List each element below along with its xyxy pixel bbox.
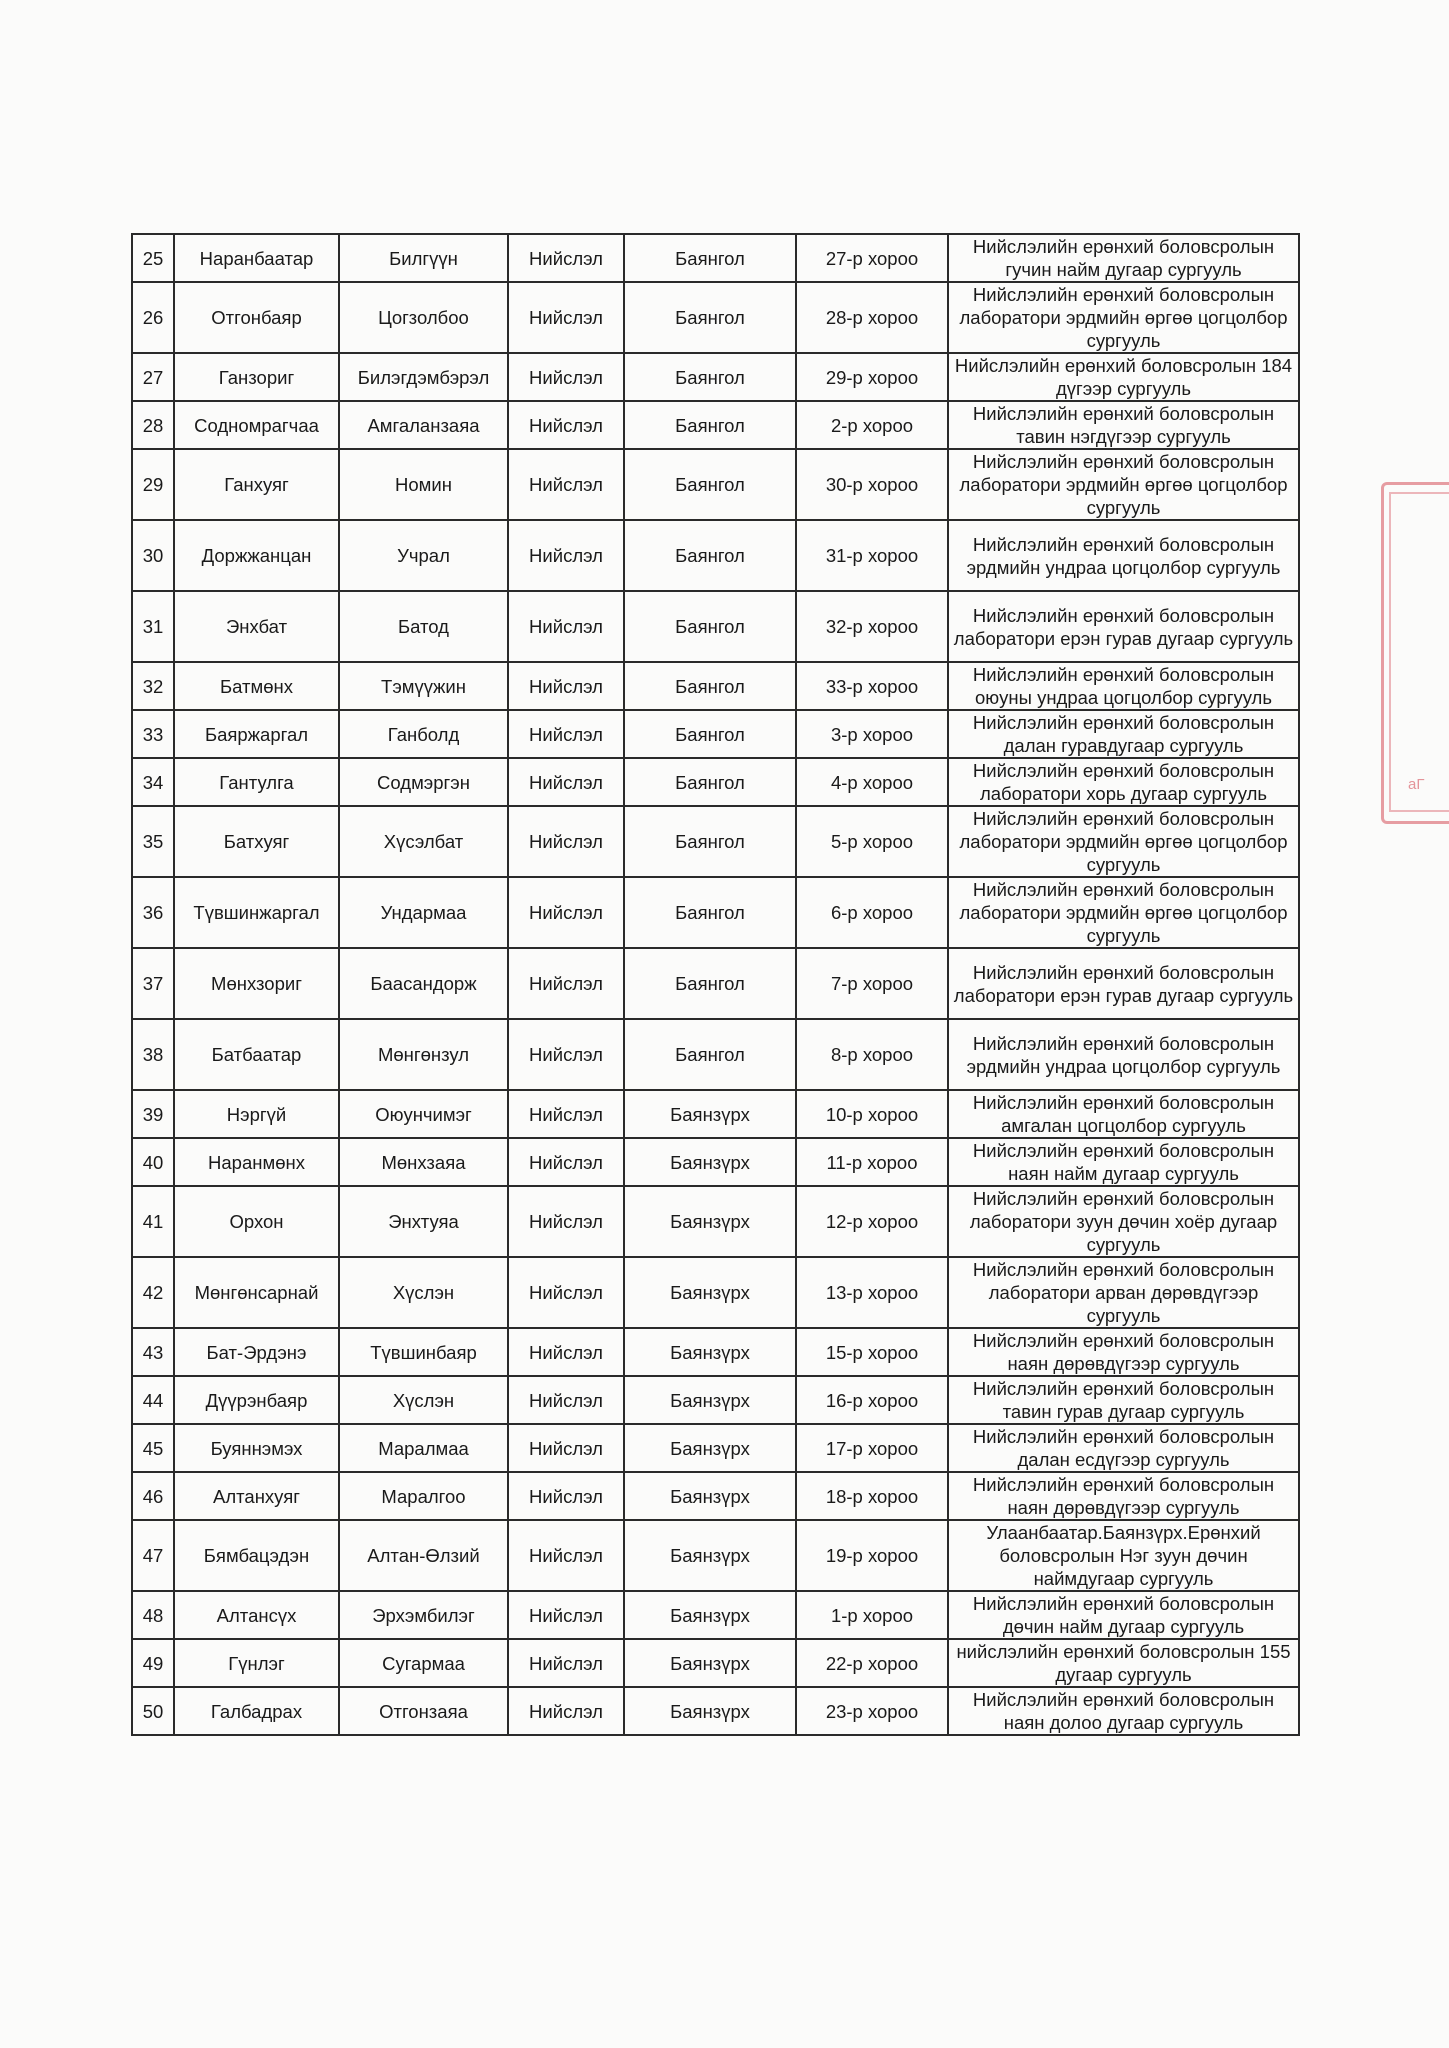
stamp-text: аГ xyxy=(1408,776,1425,793)
name-cell: Батод xyxy=(339,591,508,662)
khoroo-cell: 16-р хороо xyxy=(796,1376,948,1424)
khoroo-cell: 2-р хороо xyxy=(796,401,948,449)
num-cell: 28 xyxy=(132,401,174,449)
table-row xyxy=(132,1591,1299,1639)
khoroo-cell: 32-р хороо xyxy=(796,591,948,662)
surname-cell: Алтанхуяг xyxy=(174,1472,339,1520)
num-cell: 38 xyxy=(132,1019,174,1090)
city-cell: Нийслэл xyxy=(508,1520,624,1591)
district-cell: Баянзүрх xyxy=(624,1639,796,1687)
table-row xyxy=(132,234,1299,282)
surname-cell: Доржжанцан xyxy=(174,520,339,591)
num-cell: 32 xyxy=(132,662,174,710)
district-cell: Баянзүрх xyxy=(624,1472,796,1520)
name-cell: Ганболд xyxy=(339,710,508,758)
school-cell: Нийслэлийн ерөнхий боловсролын лаборатори ерэн гурав дугаар сургууль xyxy=(948,591,1299,662)
city-cell: Нийслэл xyxy=(508,1090,624,1138)
num-cell: 47 xyxy=(132,1520,174,1591)
district-cell: Баянзүрх xyxy=(624,1376,796,1424)
city-cell: Нийслэл xyxy=(508,401,624,449)
district-cell: Баянгол xyxy=(624,449,796,520)
surname-cell: Ганхуяг xyxy=(174,449,339,520)
district-cell: Баянзүрх xyxy=(624,1687,796,1735)
table-row xyxy=(132,1328,1299,1376)
khoroo-cell: 7-р хороо xyxy=(796,948,948,1019)
khoroo-cell: 15-р хороо xyxy=(796,1328,948,1376)
district-cell: Баянзүрх xyxy=(624,1186,796,1257)
red-stamp-inner-border xyxy=(1389,492,1449,812)
surname-cell: Отгонбаяр xyxy=(174,282,339,353)
school-cell: Нийслэлийн ерөнхий боловсролын эрдмийн ундраа цогцолбор сургууль xyxy=(948,520,1299,591)
table-row xyxy=(132,401,1299,449)
table-row xyxy=(132,1376,1299,1424)
city-cell: Нийслэл xyxy=(508,1019,624,1090)
school-cell: Нийслэлийн ерөнхий боловсролын лаборатори эрдмийн өргөө цогцолбор сургууль xyxy=(948,806,1299,877)
name-cell: Номин xyxy=(339,449,508,520)
table-row xyxy=(132,1687,1299,1735)
surname-cell: Галбадрах xyxy=(174,1687,339,1735)
city-cell: Нийслэл xyxy=(508,948,624,1019)
khoroo-cell: 3-р хороо xyxy=(796,710,948,758)
city-cell: Нийслэл xyxy=(508,591,624,662)
city-cell: Нийслэл xyxy=(508,1639,624,1687)
surname-cell: Содномрагчаа xyxy=(174,401,339,449)
khoroo-cell: 6-р хороо xyxy=(796,877,948,948)
num-cell: 27 xyxy=(132,353,174,401)
khoroo-cell: 12-р хороо xyxy=(796,1186,948,1257)
table-row xyxy=(132,1090,1299,1138)
num-cell: 37 xyxy=(132,948,174,1019)
surname-cell: Түвшинжаргал xyxy=(174,877,339,948)
surname-cell: Гантулга xyxy=(174,758,339,806)
district-cell: Баянгол xyxy=(624,806,796,877)
table-row xyxy=(132,1186,1299,1257)
num-cell: 49 xyxy=(132,1639,174,1687)
city-cell: Нийслэл xyxy=(508,353,624,401)
school-cell: Нийслэлийн ерөнхий боловсролын лаборатори эрдмийн өргөө цогцолбор сургууль xyxy=(948,877,1299,948)
surname-cell: Ганзориг xyxy=(174,353,339,401)
surname-cell: Баяржаргал xyxy=(174,710,339,758)
table-row xyxy=(132,1257,1299,1328)
num-cell: 29 xyxy=(132,449,174,520)
school-cell: Нийслэлийн ерөнхий боловсролын лаборатори зуун дөчин хоёр дугаар сургууль xyxy=(948,1186,1299,1257)
surname-cell: Батхуяг xyxy=(174,806,339,877)
school-cell: Нийслэлийн ерөнхий боловсролын наян дөрөвдүгээр сургууль xyxy=(948,1328,1299,1376)
school-cell: нийслэлийн ерөнхий боловсролын 155 дугаар сургууль xyxy=(948,1639,1299,1687)
khoroo-cell: 29-р хороо xyxy=(796,353,948,401)
num-cell: 36 xyxy=(132,877,174,948)
city-cell: Нийслэл xyxy=(508,1257,624,1328)
num-cell: 26 xyxy=(132,282,174,353)
khoroo-cell: 11-р хороо xyxy=(796,1138,948,1186)
surname-cell: Дүүрэнбаяр xyxy=(174,1376,339,1424)
num-cell: 40 xyxy=(132,1138,174,1186)
num-cell: 30 xyxy=(132,520,174,591)
district-cell: Баянгол xyxy=(624,758,796,806)
table-row xyxy=(132,353,1299,401)
school-cell: Нийслэлийн ерөнхий боловсролын лаборатори эрдмийн өргөө цогцолбор сургууль xyxy=(948,449,1299,520)
city-cell: Нийслэл xyxy=(508,520,624,591)
khoroo-cell: 1-р хороо xyxy=(796,1591,948,1639)
surname-cell: Нэргүй xyxy=(174,1090,339,1138)
school-cell: Нийслэлийн ерөнхий боловсролын лаборатори эрдмийн өргөө цогцолбор сургууль xyxy=(948,282,1299,353)
surname-cell: Буяннэмэх xyxy=(174,1424,339,1472)
name-cell: Тэмүүжин xyxy=(339,662,508,710)
surname-cell: Гүнлэг xyxy=(174,1639,339,1687)
num-cell: 34 xyxy=(132,758,174,806)
surname-cell: Алтансүх xyxy=(174,1591,339,1639)
table-row xyxy=(132,1138,1299,1186)
surname-cell: Мөнгөнсарнай xyxy=(174,1257,339,1328)
school-cell: Нийслэлийн ерөнхий боловсролын 184 дүгээр сургууль xyxy=(948,353,1299,401)
num-cell: 39 xyxy=(132,1090,174,1138)
surname-cell: Батбаатар xyxy=(174,1019,339,1090)
surname-cell: Орхон xyxy=(174,1186,339,1257)
table-row xyxy=(132,591,1299,662)
table-row xyxy=(132,1019,1299,1090)
num-cell: 33 xyxy=(132,710,174,758)
city-cell: Нийслэл xyxy=(508,1687,624,1735)
city-cell: Нийслэл xyxy=(508,710,624,758)
name-cell: Эрхэмбилэг xyxy=(339,1591,508,1639)
table-row xyxy=(132,282,1299,353)
student-table xyxy=(131,233,1300,1736)
city-cell: Нийслэл xyxy=(508,1138,624,1186)
table-row xyxy=(132,877,1299,948)
name-cell: Мөнхзаяа xyxy=(339,1138,508,1186)
school-cell: Нийслэлийн ерөнхий боловсролын лаборатори ерэн гурав дугаар сургууль xyxy=(948,948,1299,1019)
table-body xyxy=(132,234,1299,1735)
city-cell: Нийслэл xyxy=(508,1186,624,1257)
district-cell: Баянгол xyxy=(624,520,796,591)
name-cell: Маралмаа xyxy=(339,1424,508,1472)
khoroo-cell: 33-р хороо xyxy=(796,662,948,710)
num-cell: 44 xyxy=(132,1376,174,1424)
num-cell: 43 xyxy=(132,1328,174,1376)
name-cell: Оюунчимэг xyxy=(339,1090,508,1138)
name-cell: Түвшинбаяр xyxy=(339,1328,508,1376)
name-cell: Содмэргэн xyxy=(339,758,508,806)
school-cell: Нийслэлийн ерөнхий боловсролын лаборатори арван дөрөвдүгээр сургууль xyxy=(948,1257,1299,1328)
school-cell: Нийслэлийн ерөнхий боловсролын эрдмийн ундраа цогцолбор сургууль xyxy=(948,1019,1299,1090)
school-cell: Нийслэлийн ерөнхий боловсролын лаборатори хорь дугаар сургууль xyxy=(948,758,1299,806)
num-cell: 45 xyxy=(132,1424,174,1472)
district-cell: Баянзүрх xyxy=(624,1424,796,1472)
school-cell: Нийслэлийн ерөнхий боловсролын гучин найм дугаар сургууль xyxy=(948,234,1299,282)
khoroo-cell: 30-р хороо xyxy=(796,449,948,520)
khoroo-cell: 18-р хороо xyxy=(796,1472,948,1520)
name-cell: Баасандорж xyxy=(339,948,508,1019)
district-cell: Баянгол xyxy=(624,234,796,282)
name-cell: Мөнгөнзул xyxy=(339,1019,508,1090)
surname-cell: Мөнхзориг xyxy=(174,948,339,1019)
name-cell: Алтан-Өлзий xyxy=(339,1520,508,1591)
surname-cell: Наранбаатар xyxy=(174,234,339,282)
surname-cell: Наранмөнх xyxy=(174,1138,339,1186)
name-cell: Энхтуяа xyxy=(339,1186,508,1257)
school-cell: Нийслэлийн ерөнхий боловсролын наян найм дугаар сургууль xyxy=(948,1138,1299,1186)
school-cell: Нийслэлийн ерөнхий боловсролын далан гуравдугаар сургууль xyxy=(948,710,1299,758)
table-row xyxy=(132,710,1299,758)
table-row xyxy=(132,449,1299,520)
city-cell: Нийслэл xyxy=(508,1376,624,1424)
school-cell: Улаанбаатар.Баянзүрх.Ерөнхий боловсролын Нэг зуун дөчин наймдугаар сургууль xyxy=(948,1520,1299,1591)
district-cell: Баянгол xyxy=(624,591,796,662)
school-cell: Нийслэлийн ерөнхий боловсролын оюуны ундраа цогцолбор сургууль xyxy=(948,662,1299,710)
name-cell: Хүслэн xyxy=(339,1376,508,1424)
num-cell: 31 xyxy=(132,591,174,662)
num-cell: 42 xyxy=(132,1257,174,1328)
name-cell: Цогзолбоо xyxy=(339,282,508,353)
district-cell: Баянзүрх xyxy=(624,1090,796,1138)
khoroo-cell: 27-р хороо xyxy=(796,234,948,282)
name-cell: Сугармаа xyxy=(339,1639,508,1687)
name-cell: Ундармаа xyxy=(339,877,508,948)
khoroo-cell: 4-р хороо xyxy=(796,758,948,806)
city-cell: Нийслэл xyxy=(508,758,624,806)
district-cell: Баянгол xyxy=(624,877,796,948)
school-cell: Нийслэлийн ерөнхий боловсролын дөчин найм дугаар сургууль xyxy=(948,1591,1299,1639)
khoroo-cell: 28-р хороо xyxy=(796,282,948,353)
district-cell: Баянзүрх xyxy=(624,1520,796,1591)
district-cell: Баянзүрх xyxy=(624,1257,796,1328)
name-cell: Билгүүн xyxy=(339,234,508,282)
city-cell: Нийслэл xyxy=(508,1328,624,1376)
khoroo-cell: 31-р хороо xyxy=(796,520,948,591)
city-cell: Нийслэл xyxy=(508,282,624,353)
name-cell: Учрал xyxy=(339,520,508,591)
city-cell: Нийслэл xyxy=(508,1591,624,1639)
table-row xyxy=(132,1520,1299,1591)
num-cell: 50 xyxy=(132,1687,174,1735)
num-cell: 41 xyxy=(132,1186,174,1257)
num-cell: 48 xyxy=(132,1591,174,1639)
name-cell: Отгонзаяа xyxy=(339,1687,508,1735)
district-cell: Баянзүрх xyxy=(624,1328,796,1376)
district-cell: Баянгол xyxy=(624,401,796,449)
name-cell: Билэгдэмбэрэл xyxy=(339,353,508,401)
name-cell: Маралгоо xyxy=(339,1472,508,1520)
khoroo-cell: 10-р хороо xyxy=(796,1090,948,1138)
surname-cell: Батмөнх xyxy=(174,662,339,710)
khoroo-cell: 22-р хороо xyxy=(796,1639,948,1687)
table-row xyxy=(132,806,1299,877)
table-row xyxy=(132,1424,1299,1472)
khoroo-cell: 8-р хороо xyxy=(796,1019,948,1090)
name-cell: Хүслэн xyxy=(339,1257,508,1328)
surname-cell: Бямбацэдэн xyxy=(174,1520,339,1591)
school-cell: Нийслэлийн ерөнхий боловсролын амгалан цогцолбор сургууль xyxy=(948,1090,1299,1138)
table-row xyxy=(132,520,1299,591)
school-cell: Нийслэлийн ерөнхий боловсролын тавин нэгдүгээр сургууль xyxy=(948,401,1299,449)
district-cell: Баянгол xyxy=(624,353,796,401)
school-cell: Нийслэлийн ерөнхий боловсролын тавин гурав дугаар сургууль xyxy=(948,1376,1299,1424)
city-cell: Нийслэл xyxy=(508,662,624,710)
district-cell: Баянзүрх xyxy=(624,1591,796,1639)
school-cell: Нийслэлийн ерөнхий боловсролын далан есдүгээр сургууль xyxy=(948,1424,1299,1472)
school-cell: Нийслэлийн ерөнхий боловсролын наян дөрөвдүгээр сургууль xyxy=(948,1472,1299,1520)
table-row xyxy=(132,948,1299,1019)
num-cell: 35 xyxy=(132,806,174,877)
khoroo-cell: 23-р хороо xyxy=(796,1687,948,1735)
district-cell: Баянгол xyxy=(624,1019,796,1090)
city-cell: Нийслэл xyxy=(508,1424,624,1472)
surname-cell: Бат-Эрдэнэ xyxy=(174,1328,339,1376)
table-row xyxy=(132,1472,1299,1520)
city-cell: Нийслэл xyxy=(508,806,624,877)
district-cell: Баянгол xyxy=(624,710,796,758)
num-cell: 25 xyxy=(132,234,174,282)
district-cell: Баянзүрх xyxy=(624,1138,796,1186)
city-cell: Нийслэл xyxy=(508,877,624,948)
name-cell: Хүсэлбат xyxy=(339,806,508,877)
name-cell: Амгаланзаяа xyxy=(339,401,508,449)
khoroo-cell: 5-р хороо xyxy=(796,806,948,877)
num-cell: 46 xyxy=(132,1472,174,1520)
table-row xyxy=(132,758,1299,806)
district-cell: Баянгол xyxy=(624,282,796,353)
table-row xyxy=(132,662,1299,710)
city-cell: Нийслэл xyxy=(508,234,624,282)
khoroo-cell: 13-р хороо xyxy=(796,1257,948,1328)
surname-cell: Энхбат xyxy=(174,591,339,662)
city-cell: Нийслэл xyxy=(508,449,624,520)
district-cell: Баянгол xyxy=(624,948,796,1019)
city-cell: Нийслэл xyxy=(508,1472,624,1520)
khoroo-cell: 17-р хороо xyxy=(796,1424,948,1472)
table-row xyxy=(132,1639,1299,1687)
district-cell: Баянгол xyxy=(624,662,796,710)
khoroo-cell: 19-р хороо xyxy=(796,1520,948,1591)
school-cell: Нийслэлийн ерөнхий боловсролын наян долоо дугаар сургууль xyxy=(948,1687,1299,1735)
